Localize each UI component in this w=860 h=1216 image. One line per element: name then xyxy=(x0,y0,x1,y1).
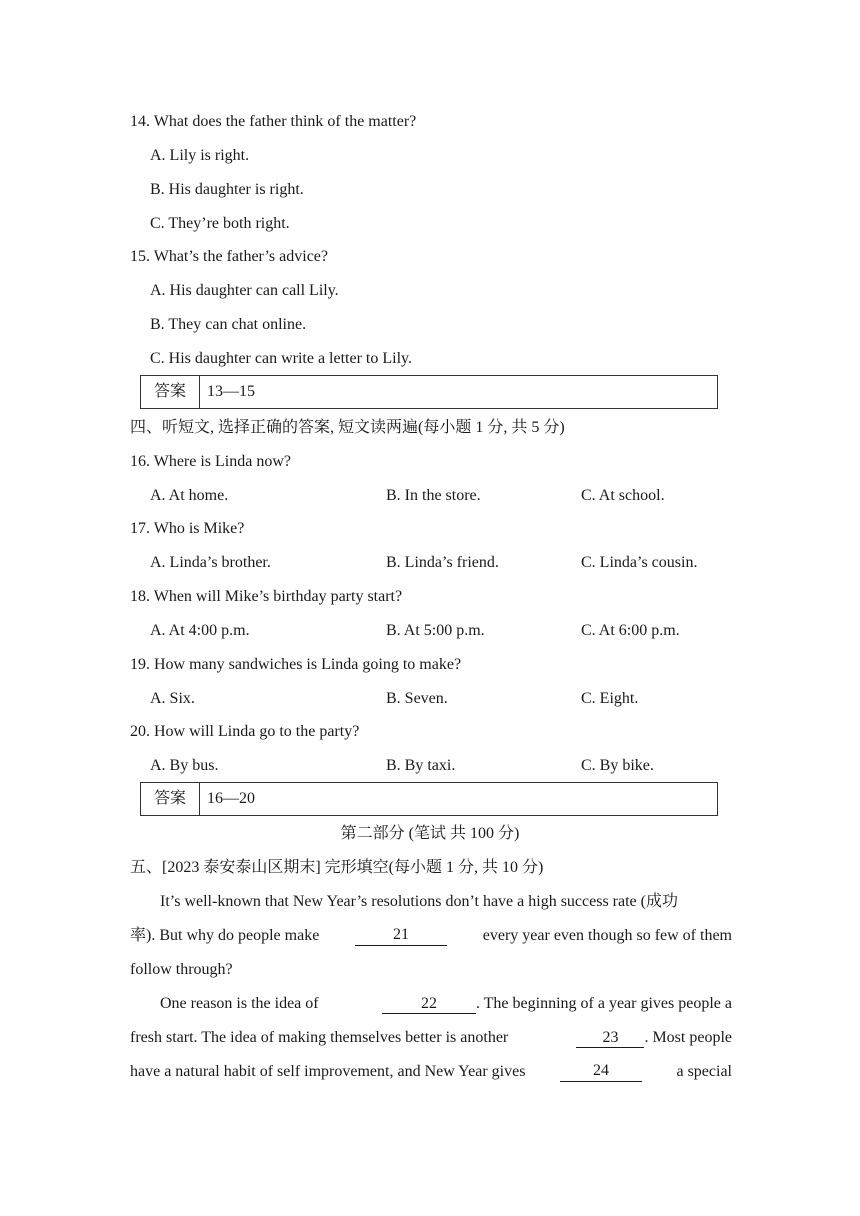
blank-21[interactable]: 21 xyxy=(355,926,447,946)
q17-option-a: A. Linda’s brother. xyxy=(150,554,271,571)
answer-box-13-15[interactable] xyxy=(140,375,718,409)
question-14: 14. What does the father think of the matter? xyxy=(130,113,417,130)
question-16: 16. Where is Linda now? xyxy=(130,453,291,470)
passage-text: 率). But why do people make xyxy=(130,927,320,944)
answer-label: 答案 xyxy=(141,783,200,815)
passage-text: One reason is the idea of xyxy=(160,995,319,1012)
q16-option-a: A. At home. xyxy=(150,487,229,504)
q15-option-b: B. They can chat online. xyxy=(150,316,307,333)
question-19: 19. How many sandwiches is Linda going to make? xyxy=(130,656,462,673)
q17-option-b: B. Linda’s friend. xyxy=(386,554,499,571)
passage-line: It’s well-known that New Year’s resolutions don’t have a high success rate (成功 xyxy=(160,893,678,910)
blank-22[interactable]: 22 xyxy=(382,995,476,1014)
q14-option-b: B. His daughter is right. xyxy=(150,181,304,198)
blank-24[interactable]: 24 xyxy=(560,1062,642,1082)
section-4-title: 四、听短文, 选择正确的答案, 短文读两遍(每小题 1 分, 共 5 分) xyxy=(130,419,565,436)
q15-option-c: C. His daughter can write a letter to Lily. xyxy=(150,350,412,367)
answer-label: 答案 xyxy=(141,376,200,408)
answer-range: 13—15 xyxy=(207,383,255,400)
q20-option-c: C. By bike. xyxy=(581,757,654,774)
question-17: 17. Who is Mike? xyxy=(130,520,245,537)
question-15: 15. What’s the father’s advice? xyxy=(130,248,328,265)
q19-option-a: A. Six. xyxy=(150,690,195,707)
q19-option-c: C. Eight. xyxy=(581,690,639,707)
q14-option-a: A. Lily is right. xyxy=(150,147,250,164)
q18-option-c: C. At 6:00 p.m. xyxy=(581,622,680,639)
q20-option-a: A. By bus. xyxy=(150,757,219,774)
q20-option-b: B. By taxi. xyxy=(386,757,456,774)
q16-option-b: B. In the store. xyxy=(386,487,481,504)
q18-option-b: B. At 5:00 p.m. xyxy=(386,622,485,639)
q17-option-c: C. Linda’s cousin. xyxy=(581,554,698,571)
passage-line xyxy=(130,926,732,946)
passage-text: have a natural habit of self improvement, and New Year gives xyxy=(130,1063,526,1080)
q19-option-b: B. Seven. xyxy=(386,690,448,707)
question-18: 18. When will Mike’s birthday party start? xyxy=(130,588,403,605)
passage-text: fresh start. The idea of making themselves better is another xyxy=(130,1029,509,1046)
passage-line xyxy=(160,994,732,1014)
passage-line xyxy=(130,1028,732,1048)
question-20: 20. How will Linda go to the party? xyxy=(130,723,360,740)
q16-option-c: C. At school. xyxy=(581,487,665,504)
answer-range: 16—20 xyxy=(207,790,255,807)
section-5-title: 五、[2023 泰安泰山区期末] 完形填空(每小题 1 分, 共 10 分) xyxy=(130,859,544,876)
passage-line xyxy=(130,1062,732,1082)
blank-23[interactable]: 23 xyxy=(576,1029,644,1048)
passage-text: . Most people xyxy=(644,1029,732,1046)
passage-text: a special xyxy=(676,1063,732,1080)
q18-option-a: A. At 4:00 p.m. xyxy=(150,622,250,639)
passage-line: follow through? xyxy=(130,961,233,978)
part-2-title: 第二部分 (笔试 共 100 分) xyxy=(340,825,520,842)
q14-option-c: C. They’re both right. xyxy=(150,215,290,232)
answer-box-16-20[interactable] xyxy=(140,782,718,816)
q15-option-a: A. His daughter can call Lily. xyxy=(150,282,339,299)
passage-text: every year even though so few of them xyxy=(482,927,732,944)
passage-text: . The beginning of a year gives people a xyxy=(475,995,732,1012)
